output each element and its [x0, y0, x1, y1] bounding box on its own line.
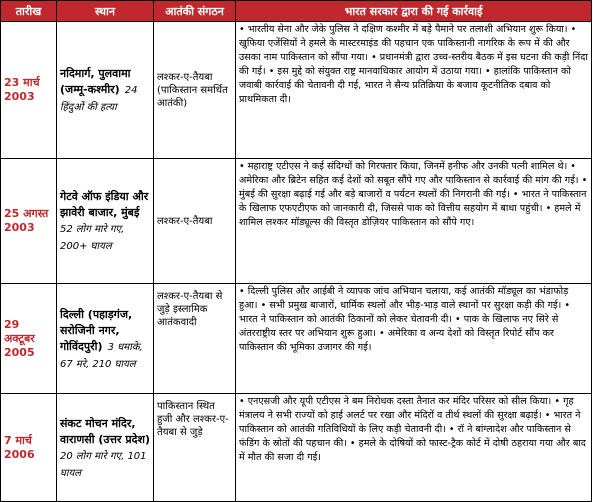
date-cell: 23 मार्च 2003 [1, 22, 57, 159]
place-cell [57, 22, 154, 159]
action-bullet: • हमले में शामिल लश्कर मॉड्यूल्स की विस्तृत डोज़ियर पाकिस्तान को सौंपे गए। [239, 203, 581, 228]
place-cell [57, 159, 154, 284]
action-bullet: • भारत ने पाकिस्तान के खिलाफ एफएटीएफ को जानकारी दी, जिससे पाक को वित्तीय सहयोग में बाधा पहुंची। [239, 189, 587, 214]
org-text: लश्कर-ए-तैयबा [157, 215, 213, 227]
place-name: दिल्ली (पहाड़गंज, सरोजिनी नगर, गोविंदपुरी) [60, 307, 133, 353]
action-bullet: • भारतीय सेना और जेके पुलिस ने दक्षिण कश्मीर में बड़े पैमाने पर तलाशी अभियान शुरू किया। [239, 24, 568, 35]
header-row [1, 1, 592, 22]
header-place: स्थान [57, 1, 154, 22]
action-bullet: • हमले के दोषियों को फास्ट-ट्रैक कोर्ट में दोषी ठहराया गया और बाद में मौत की सजा दी गई। [239, 438, 586, 463]
actions-cell [236, 394, 592, 502]
action-bullet: • भारत ने पाकिस्तान को आतंकी गतिविधियों के लिए कड़ी चेतावनी दी। [239, 410, 581, 435]
header-org: आतंकी संगठन [154, 1, 236, 22]
org-text: लश्कर-ए-तैयबा से जुड़े इस्लामिक आतंकवादी [157, 291, 223, 328]
header-actions: भारत सरकार द्वारा की गई कार्रवाई [236, 1, 592, 22]
place-note: 20 लोग मारे गए, 101 घायल [60, 450, 147, 479]
table-row [1, 159, 592, 284]
action-bullet: • रॉ ने बांग्लादेश और पाकिस्तान से फंडिंग के स्रोतों की पहचान की। [239, 424, 571, 449]
action-bullet: • खुफिया एजेंसियों ने हमले के मास्टरमाइंड की पहचान एक पाकिस्तानी नागरिक के रूप में की और उसका नाम पाकिस्तान को सौंपा गया। [239, 24, 577, 63]
place-note: 52 लोग मारे गए, 200+ घायल [60, 224, 125, 252]
table-row [1, 284, 592, 394]
actions-cell [236, 159, 592, 284]
place-note: 3 धमाके, 67 मरे, 210 घायल [60, 341, 143, 370]
place-name: गेटवे ऑफ इंडिया और झावेरी बाजार, मुंबई [60, 190, 149, 219]
org-cell [154, 284, 236, 394]
org-cell [154, 159, 236, 284]
action-bullet: • इस मुद्दे को संयुक्त राष्ट्र मानवाधिकार आयोग में उठाया गया। [268, 66, 482, 77]
place-name: नदिमार्ग, पुलवामा (जम्मू-कश्मीर) [60, 67, 131, 96]
action-bullet: • हालांकि पाकिस्तान को जवाबी कार्रवाई की चेतावनी दी गई, भारत ने सैन्य प्रतिक्रिया के बजाय कूटनीतिक दबाव को प्राथमिकता दी। [239, 66, 571, 105]
action-bullet: • पाक के खिलाफ नए सिरे से अंतरराष्ट्रीय स्तर पर अभियान शुरू हुआ। [239, 314, 559, 339]
actions-cell [236, 22, 592, 159]
action-bullet: • महाराष्ट्र एटीएस ने कई संदिग्धों को गिरफ्तार किया, जिनमें हनीफ और उनकी पत्नी शामिल थे। [239, 161, 568, 172]
org-cell [154, 22, 236, 159]
action-bullet: • अमेरिका और ब्रिटेन सहित कई देशों को सबूत सौंपे गए और पाकिस्तान से कार्रवाई की मांग की गई। [239, 161, 579, 186]
org-text: लश्कर-ए-तैयबा (पाकिस्तान समर्थित आतंकी) [157, 71, 228, 109]
action-bullet: • भारत ने पाकिस्तान को आतंकी ठिकानों को लेकर चेतावनी दी। [239, 300, 571, 325]
date-cell: 25 अगस्त 2003 [1, 159, 57, 284]
place-cell [57, 394, 154, 502]
action-bullet: • सभी प्रमुख बाजारों, धार्मिक स्थलों और भीड़-भाड़ वाले स्थानों पर सुरक्षा कड़ी की गई। [260, 300, 562, 311]
action-bullet: • प्रधानमंत्री द्वारा उच्च-स्तरीय बैठक में इस घटना की कड़ी निंदा की गई। [239, 52, 588, 77]
place-cell [57, 284, 154, 394]
action-bullet: • मुंबई की सुरक्षा बढ़ाई गई और बड़े बाजारों व पर्यटन स्थलों की निगरानी की गई। [239, 175, 588, 200]
action-bullet: • गृह मंत्रालय ने सभी राज्यों को हाई अलर्ट पर रखा और मंदिरों व तीर्थ स्थलों की सुरक्षा बढ़ाई। [239, 396, 574, 421]
action-bullet: • अमेरिका व अन्य देशों को विस्तृत रिपोर्ट सौंप कर पाकिस्तान की भूमिका उजागर की गई। [239, 328, 554, 353]
actions-cell [236, 284, 592, 394]
date-cell: 7 मार्च 2006 [1, 394, 57, 502]
place-name: संकट मोचन मंदिर, वाराणसी (उत्तर प्रदेश) [60, 416, 150, 446]
place-note: 24 हिंदुओं की हत्या [60, 85, 138, 113]
header-date: तारीख [1, 1, 57, 22]
action-bullet: • दिल्ली पुलिस और आईबी ने व्यापक जांच अभियान चलाया, कई आतंकी मॉड्यूल का भंडाफोड़ हुआ। [239, 286, 569, 311]
action-bullet: • एनएसजी और यूपी एटीएस ने बम निरोधक दस्ता तैनात कर मंदिर परिसर को सील किया। [239, 396, 552, 407]
table-row [1, 22, 592, 159]
table-row [1, 394, 592, 502]
org-cell [154, 394, 236, 502]
date-cell: 29 अक्टूबर 2005 [1, 284, 57, 394]
org-text: पाकिस्तान स्थित हुजी और लश्कर-ए-तैयबा से जुड़े [157, 401, 229, 438]
